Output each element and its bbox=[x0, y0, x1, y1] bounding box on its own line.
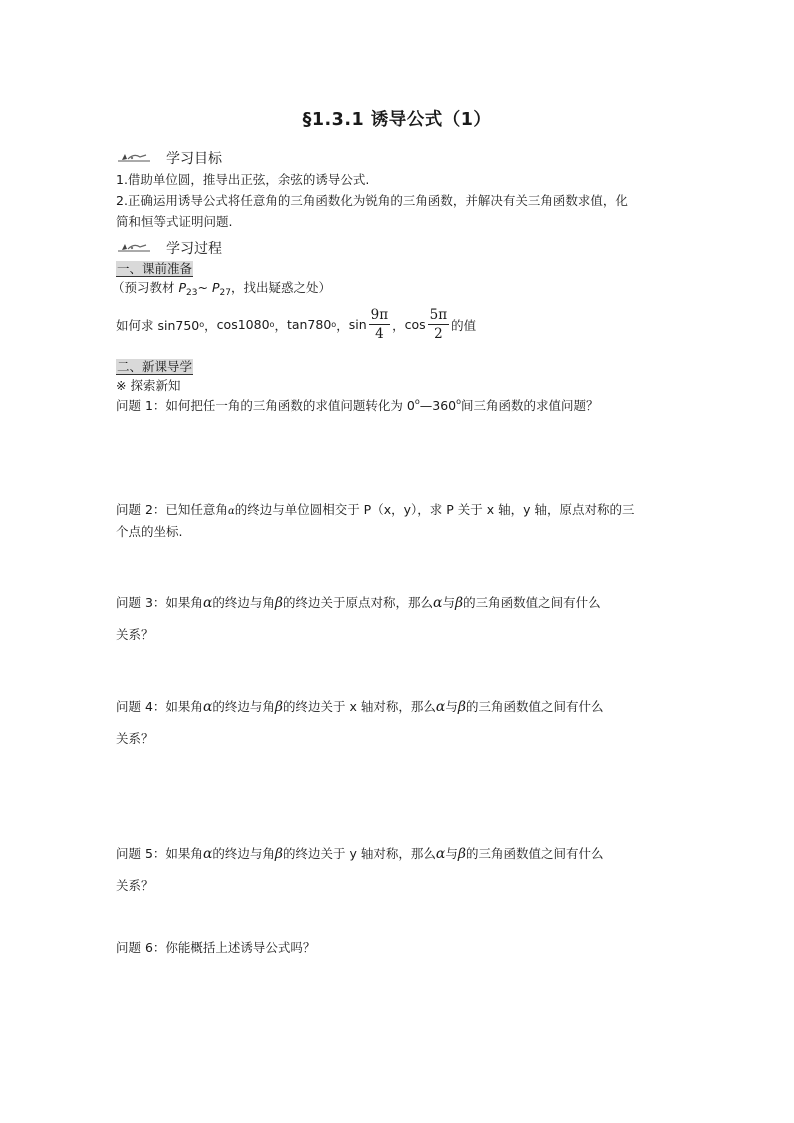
goal-item-2b: 简和恒等式证明问题. bbox=[116, 214, 233, 229]
q4-part-b: 的终边与角 bbox=[212, 699, 275, 714]
question-5-cont: 关系？ bbox=[116, 878, 154, 893]
q5-beta-1: β bbox=[274, 846, 284, 862]
q4-part-e: 的三角函数值之间有什么 bbox=[465, 699, 604, 714]
q5-alpha-1: α bbox=[202, 846, 213, 862]
preview-p1: P bbox=[178, 280, 187, 295]
q3-part-d: 与 bbox=[442, 595, 456, 610]
q4-beta-2: β bbox=[457, 699, 466, 715]
process-section-header bbox=[116, 240, 152, 257]
calc-tan780: tan780 bbox=[286, 317, 332, 332]
question-3-cont: 关系？ bbox=[116, 627, 154, 642]
q4-part-c: 的终边关于 x 轴对称，那么 bbox=[283, 699, 436, 714]
preview-p2: P bbox=[211, 280, 220, 295]
q1-part-b: —360 bbox=[419, 398, 457, 413]
goals-heading: 学习目标 bbox=[166, 151, 222, 167]
q5-beta-2: β bbox=[457, 846, 466, 862]
q4-beta-1: β bbox=[274, 699, 284, 715]
fraction-1-numerator: 9π bbox=[370, 307, 389, 323]
q4-part-a: 问题 4：如果角 bbox=[116, 699, 203, 714]
comma-3: ， bbox=[336, 317, 349, 333]
calc-cos: cos bbox=[404, 317, 426, 332]
comma-4: ， bbox=[392, 317, 405, 333]
q5-part-c: 的终边关于 y 轴对称，那么 bbox=[283, 846, 436, 861]
preview-line bbox=[112, 278, 331, 298]
preview-sub1: 23 bbox=[186, 288, 198, 298]
question-4-cont: 关系？ bbox=[116, 731, 154, 746]
q3-beta-2: β bbox=[455, 595, 464, 611]
calc-sin: sin bbox=[348, 317, 367, 332]
goals-section-header bbox=[116, 150, 152, 167]
q2-alpha: α bbox=[227, 506, 235, 517]
page-title: §1.3.1 诱导公式（1） bbox=[302, 110, 492, 130]
question-4 bbox=[116, 697, 603, 715]
pen-icon bbox=[116, 240, 152, 254]
q1-part-a: 问题 1：如何把任一角的三角函数的求值问题转化为 0 bbox=[116, 398, 415, 413]
preview-suffix: ，找出疑惑之处） bbox=[230, 280, 331, 295]
q4-alpha-1: α bbox=[202, 699, 213, 715]
calc-cos1080: cos1080 bbox=[216, 317, 270, 332]
preview-tilde: ~ bbox=[197, 280, 212, 295]
question-6: 问题 6：你能概括上述诱导公式吗？ bbox=[116, 940, 316, 955]
part1-heading-text: 一、课前准备 bbox=[117, 261, 193, 276]
question-3 bbox=[116, 593, 601, 611]
q5-part-b: 的终边与角 bbox=[212, 846, 275, 861]
q4-part-d: 与 bbox=[445, 699, 458, 714]
q3-beta-1: β bbox=[274, 595, 284, 611]
part1-heading bbox=[116, 259, 193, 277]
q1-degree-2: o bbox=[456, 397, 462, 406]
comma-1: ， bbox=[204, 317, 217, 333]
q3-part-b: 的终边与角 bbox=[212, 595, 275, 610]
degree-2: o bbox=[269, 320, 275, 329]
q1-degree-1: o bbox=[414, 397, 420, 406]
q5-part-a: 问题 5：如果角 bbox=[116, 846, 203, 861]
q4-alpha-2: α bbox=[435, 699, 446, 715]
q5-part-d: 与 bbox=[445, 846, 458, 861]
q3-part-c: 的终边关于原点对称，那么 bbox=[283, 595, 434, 610]
comma-2: ， bbox=[274, 317, 287, 333]
q2-part-a: 问题 2：已知任意角 bbox=[116, 502, 228, 517]
q3-alpha-2: α bbox=[433, 595, 443, 611]
part2-heading-text: 二、新课导学 bbox=[117, 359, 193, 374]
calc-prefix: 如何求 sin750 bbox=[116, 317, 200, 333]
question-1 bbox=[116, 396, 599, 414]
fraction-1-denominator: 4 bbox=[375, 326, 384, 342]
fraction-9pi-4 bbox=[369, 306, 390, 343]
q1-part-c: 间三角函数的求值问题？ bbox=[461, 398, 599, 413]
fraction-2-denominator: 2 bbox=[434, 326, 443, 342]
degree-3: o bbox=[331, 320, 337, 329]
question-2-cont: 个点的坐标. bbox=[116, 524, 183, 539]
preview-prefix: （预习教材 bbox=[112, 280, 179, 295]
degree-1: o bbox=[199, 320, 205, 329]
q3-alpha-1: α bbox=[202, 595, 213, 611]
q5-alpha-2: α bbox=[435, 846, 446, 862]
pen-icon bbox=[116, 150, 152, 164]
process-heading: 学习过程 bbox=[166, 241, 222, 257]
question-5 bbox=[116, 844, 603, 862]
fraction-5pi-2 bbox=[428, 306, 449, 343]
goal-item-2a: 2.正确运用诱导公式将任意角的三角函数化为锐角的三角函数，并解决有关三角函数求值，化 bbox=[116, 193, 628, 208]
q5-part-e: 的三角函数值之间有什么 bbox=[465, 846, 604, 861]
question-2 bbox=[116, 500, 634, 518]
explore-heading: ※ 探索新知 bbox=[116, 378, 181, 393]
goal-item-1: 1.借助单位圆，推导出正弦，余弦的诱导公式. bbox=[116, 172, 370, 187]
q3-part-e: 的三角函数值之间有什么 bbox=[463, 595, 601, 610]
calc-question bbox=[116, 306, 476, 343]
q2-part-b: 的终边与单位圆相交于 P（x，y），求 P 关于 x 轴，y 轴，原点对称的三 bbox=[234, 502, 635, 517]
calc-suffix: 的值 bbox=[451, 317, 477, 333]
q3-part-a: 问题 3：如果角 bbox=[116, 595, 203, 610]
part2-heading bbox=[116, 357, 193, 375]
preview-sub2: 27 bbox=[219, 288, 231, 298]
fraction-2-numerator: 5π bbox=[429, 307, 448, 323]
